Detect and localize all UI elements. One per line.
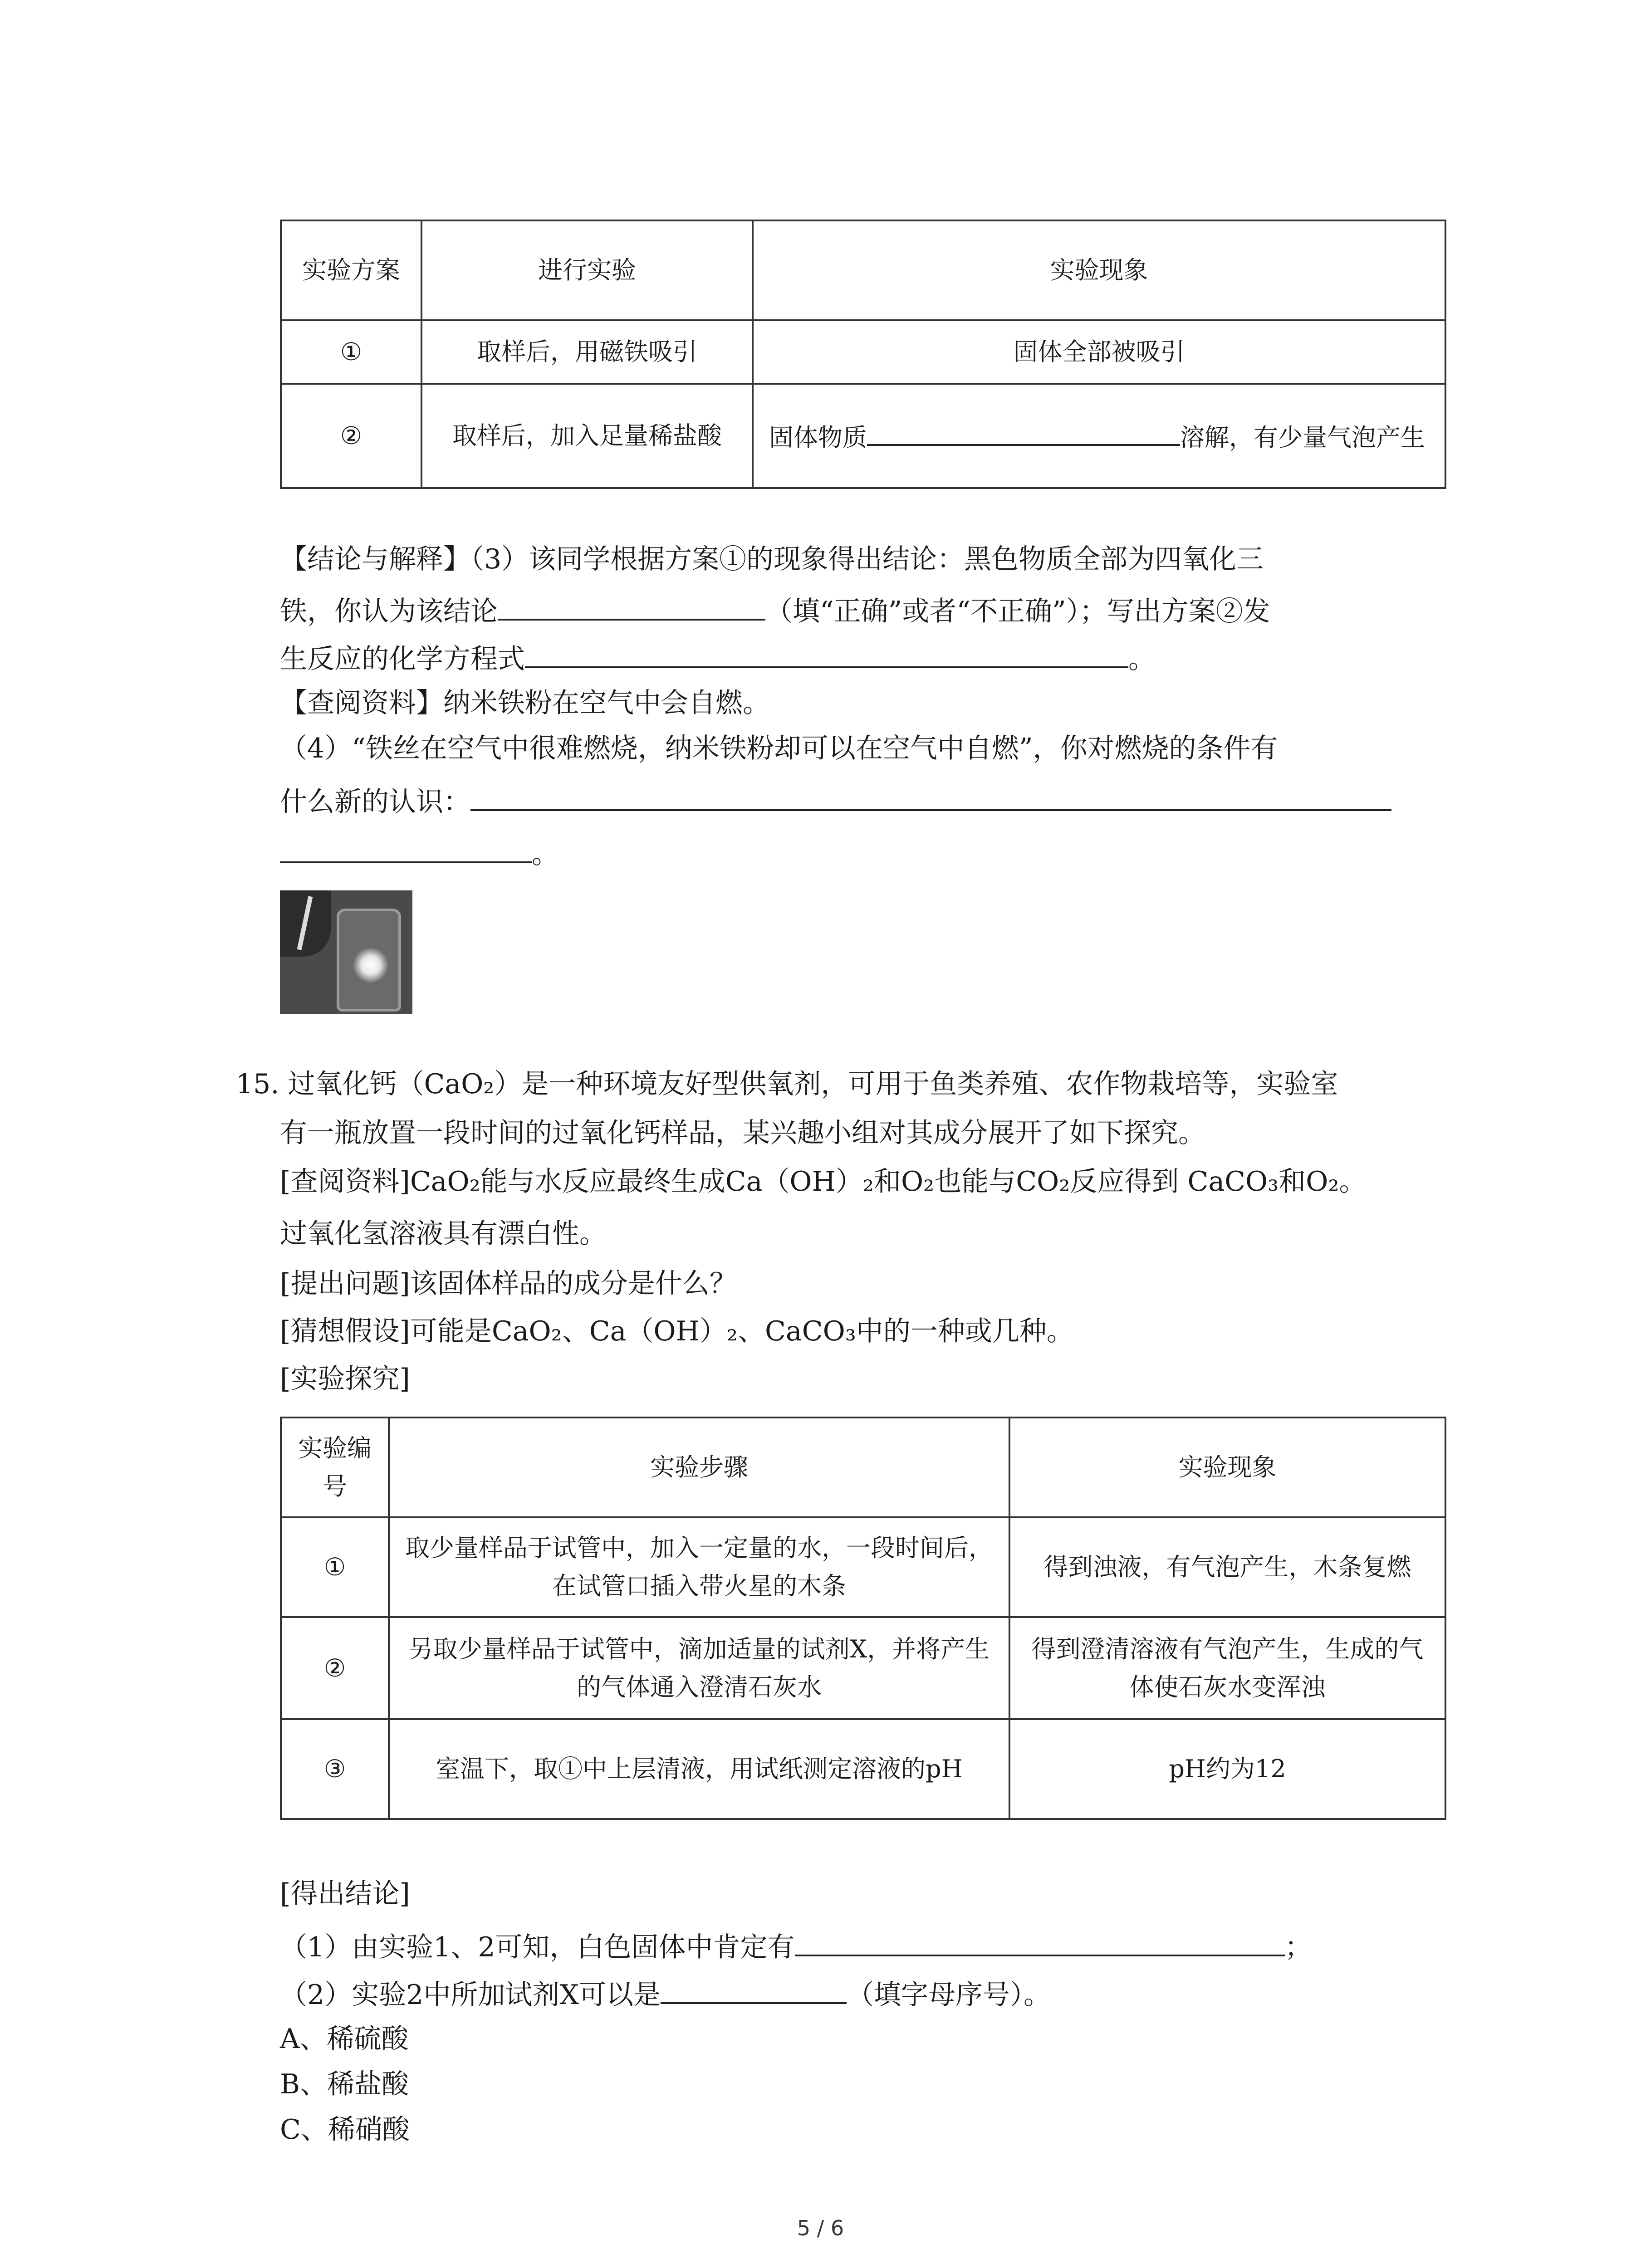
conclusion-line-3 [280, 637, 1156, 677]
table-row [281, 384, 1445, 488]
text: （2）实验2中所加试剂X可以是 [280, 1979, 661, 2011]
page-number: 5 / 6 [797, 2216, 844, 2240]
table-header: 实验编号 [281, 1418, 389, 1517]
result-question-1 [280, 1926, 1312, 1965]
text: （填“正确”或者“不正确”）；写出方案②发 [765, 596, 1270, 627]
table-cell: ② [281, 1617, 389, 1719]
text: 铁，你认为该结论 [280, 596, 498, 627]
table-cell: 取样后，用磁铁吸引 [421, 320, 753, 384]
answer-blank[interactable] [867, 415, 1180, 446]
question-15-line-5: [提出问题]该固体样品的成分是什么？ [280, 1268, 737, 1300]
text: 过氧化钙（CaO₂）是一种环境友好型供氧剂，可用于鱼类养殖、农作物栽培等，实验室 [288, 1068, 1338, 1100]
question-number: 15. [236, 1068, 279, 1100]
question-4-line-2 [280, 780, 1391, 820]
table-row [281, 1617, 1445, 1719]
result-question-2 [280, 1973, 1051, 2013]
result-prefix: 固体物质 [769, 423, 867, 452]
option-c[interactable]: C、稀硝酸 [280, 2114, 410, 2146]
table-row [281, 320, 1445, 384]
conclusion-line-1: 【结论与解释】（3）该同学根据方案①的现象得出结论：黑色物质全部为四氧化三 [280, 543, 1264, 575]
table-cell: pH约为12 [1009, 1719, 1445, 1819]
text: ； [1284, 1931, 1312, 1963]
table-cell: 另取少量样品于试管中，滴加适量的试剂X，并将产生的气体通入澄清石灰水 [389, 1617, 1009, 1719]
table-header: 进行实验 [421, 220, 753, 320]
experiment-table-1 [280, 220, 1446, 489]
question-15-line-3: [查阅资料]CaO₂能与水反应最终生成Ca（OH）₂和O₂也能与CO₂反应得到 CaCO₃和O₂。 [280, 1166, 1367, 1198]
answer-blank[interactable] [795, 1926, 1285, 1956]
table-header: 实验现象 [1009, 1418, 1445, 1517]
text: 。 [532, 838, 559, 870]
answer-blank[interactable] [280, 832, 532, 863]
table-cell: 取少量样品于试管中，加入一定量的水，一段时间后，在试管口插入带火星的木条 [389, 1517, 1009, 1617]
table-header: 实验步骤 [389, 1418, 1009, 1517]
spark [353, 947, 389, 983]
table-header-row [281, 1418, 1445, 1517]
text: 。 [1128, 643, 1156, 675]
table-header-row [281, 220, 1445, 320]
table-cell: ① [281, 1517, 389, 1617]
option-b[interactable]: B、稀盐酸 [280, 2068, 409, 2100]
conclusion-line-2 [280, 590, 1270, 630]
text: （填字母序号）。 [847, 1979, 1051, 2011]
table-header: 实验方案 [281, 220, 421, 320]
table-cell: 取样后，加入足量稀盐酸 [421, 384, 753, 488]
question-4-line-1: （4）“铁丝在空气中很难燃烧，纳米铁粉却可以在空气中自燃”，你对燃烧的条件有 [280, 733, 1278, 764]
text: （1）由实验1、2可知，白色固体中肯定有 [280, 1931, 795, 1963]
table-cell: ① [281, 320, 421, 384]
experiment-table-2 [280, 1417, 1446, 1820]
answer-blank[interactable] [661, 1973, 847, 2004]
table-cell: 固体全部被吸引 [753, 320, 1445, 384]
table-cell [753, 384, 1445, 488]
answer-blank[interactable] [470, 780, 1391, 811]
question-15-line-6: [猜想假设]可能是CaO₂、Ca（OH）₂、CaCO₃中的一种或几种。 [280, 1315, 1074, 1347]
question-4-line-3 [280, 832, 559, 872]
option-a[interactable]: A、稀硫酸 [280, 2023, 409, 2055]
table-cell: 得到浊液，有气泡产生，木条复燃 [1009, 1517, 1445, 1617]
table-row [281, 1719, 1445, 1819]
table-row [281, 1517, 1445, 1617]
table-cell: 室温下，取①中上层清液，用试纸测定溶液的pH [389, 1719, 1009, 1819]
text: 生反应的化学方程式 [280, 643, 525, 675]
answer-blank[interactable] [525, 637, 1128, 668]
reference-line: 【查阅资料】纳米铁粉在空气中会自燃。 [280, 687, 770, 719]
table-header: 实验现象 [753, 220, 1445, 320]
answer-blank[interactable] [498, 590, 765, 621]
burning-iron-photo [280, 890, 412, 1014]
text: 什么新的认识： [280, 786, 470, 818]
question-15-line-1 [236, 1066, 1338, 1102]
result-suffix: 溶解，有少量气泡产生 [1180, 423, 1425, 452]
result-title: [得出结论] [280, 1878, 410, 1910]
table-cell: ② [281, 384, 421, 488]
table-cell: 得到澄清溶液有气泡产生，生成的气体使石灰水变浑浊 [1009, 1617, 1445, 1719]
table-cell: ③ [281, 1719, 389, 1819]
experiment-section-title: [实验探究] [280, 1363, 410, 1395]
question-15-line-4: 过氧化氢溶液具有漂白性。 [280, 1218, 607, 1250]
question-15-line-2: 有一瓶放置一段时间的过氧化钙样品，某兴趣小组对其成分展开了如下探究。 [280, 1117, 1205, 1149]
